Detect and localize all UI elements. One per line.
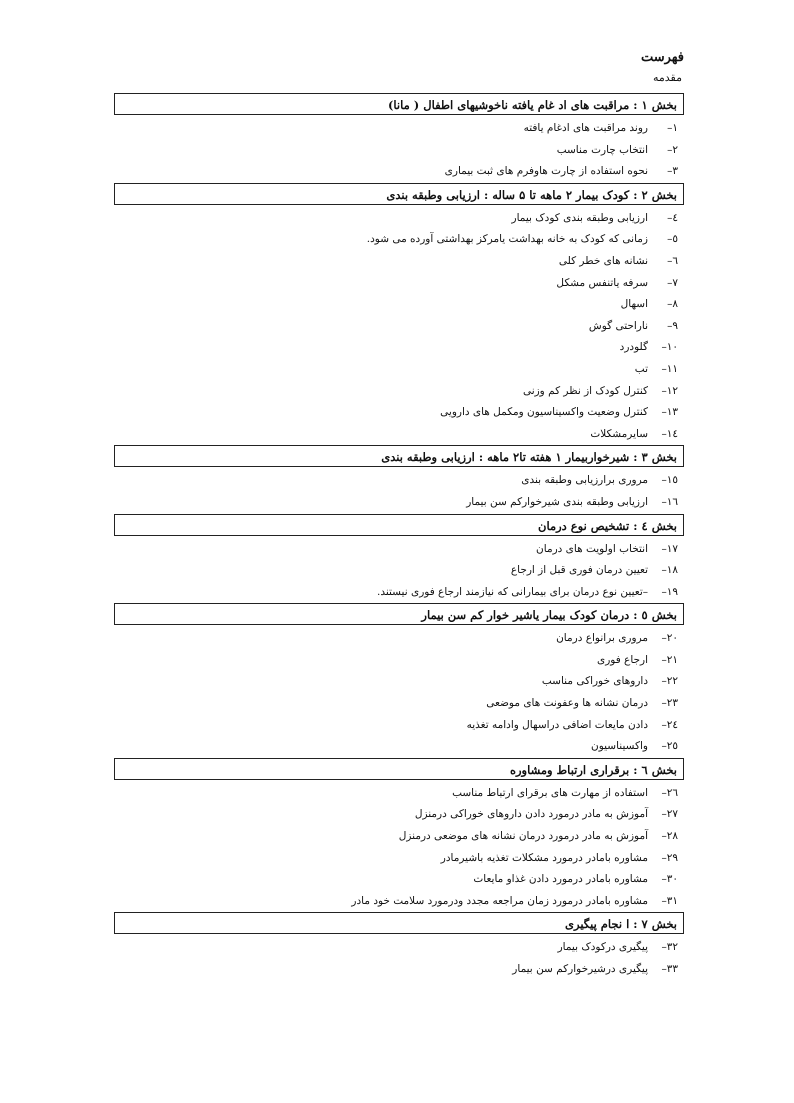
section-heading: بخش ۷ : ا نجام پیگیری bbox=[114, 912, 684, 934]
toc-item-number: ۲۷– bbox=[661, 808, 678, 821]
toc-item-text: ارزیابی وطبقه بندی کودک بیمار bbox=[511, 211, 648, 224]
toc-item-text: زمانی که کودک به خانه بهداشت یامرکز بهداشتی آورده می شود. bbox=[366, 233, 648, 246]
toc-item-text: واکسیناسیون bbox=[591, 740, 648, 753]
toc-item bbox=[114, 804, 684, 826]
toc-item-text: داروهای خوراکی مناسب bbox=[541, 675, 648, 688]
toc-item-number: ۱۸– bbox=[661, 564, 678, 577]
toc-item-number: ٤– bbox=[667, 211, 678, 224]
toc-item-number: ۲٤– bbox=[661, 718, 678, 731]
toc-item-text: آموزش به مادر درمورد درمان نشانه های موضعی درمنزل bbox=[398, 830, 648, 843]
toc-item-text: پیگیری درکودک بیمار bbox=[557, 941, 648, 954]
toc-item-text: –تعیین نوع درمان برای بیمارانی که نیازمند ارجاع فوری نیستند. bbox=[377, 585, 648, 598]
toc-item bbox=[114, 402, 684, 424]
toc-item-number: ۲۸– bbox=[661, 830, 678, 843]
toc-item-text: انتخاب چارت مناسب bbox=[556, 143, 648, 156]
toc-item-text: پیگیری درشیرخوارکم سن بیمار bbox=[512, 963, 648, 975]
toc-item-text: ناراحتی گوش bbox=[588, 319, 648, 332]
toc-item-text: نحوه استفاده از چارت هاوفرم های ثبت بیماری bbox=[444, 165, 648, 178]
toc-item-number: ۲۳– bbox=[661, 697, 678, 710]
toc-item bbox=[114, 937, 684, 959]
section-heading: بخش ۱ : مراقبت های اد غام یافته ناخوشیهای اطفال ( مانا) bbox=[114, 93, 684, 115]
toc-item bbox=[114, 650, 684, 672]
toc-item bbox=[114, 316, 684, 338]
toc-item bbox=[114, 294, 684, 316]
section-heading: بخش ٥ : درمان کودک بیمار یاشیر خوار کم سن بیمار bbox=[114, 603, 684, 625]
toc-item-number: ۲۹– bbox=[661, 851, 678, 864]
toc-item-text: سرفه یاتنفس مشکل bbox=[556, 276, 648, 289]
toc-item-text: مشاوره بامادر درمورد دادن غذاو مایعات bbox=[473, 873, 648, 886]
toc-item bbox=[114, 161, 684, 183]
toc-item-number: ۲۰– bbox=[661, 632, 678, 645]
toc-item-number: ۹– bbox=[667, 319, 678, 332]
toc-item-number: ۳۳– bbox=[661, 963, 678, 975]
toc-item-number: ۱۷– bbox=[661, 542, 678, 555]
toc-item bbox=[114, 891, 684, 913]
toc-item-text: روند مراقبت های ادغام یافته bbox=[523, 122, 648, 134]
toc-item bbox=[114, 251, 684, 273]
toc-item bbox=[114, 140, 684, 162]
toc-item bbox=[114, 736, 684, 758]
toc-item bbox=[114, 381, 684, 403]
toc-item-text: اسهال bbox=[620, 298, 648, 311]
toc-item bbox=[114, 693, 684, 715]
toc-item bbox=[114, 424, 684, 446]
toc-item-number: ۳۱– bbox=[661, 894, 678, 907]
toc-item-number: ٦– bbox=[667, 254, 678, 267]
toc-item bbox=[114, 118, 684, 140]
toc-item bbox=[114, 848, 684, 870]
toc-item-text: مشاوره بامادر درمورد زمان مراجعه مجدد ودرمورد سلامت خود مادر bbox=[351, 894, 648, 907]
toc-item-number: ۲۲– bbox=[661, 675, 678, 688]
toc-item bbox=[114, 582, 684, 604]
toc-item-text: سایرمشکلات bbox=[590, 427, 648, 440]
toc-item-number: ۲٦– bbox=[661, 786, 678, 799]
toc-item-text: مروری برارزیابی وطبقه بندی bbox=[521, 474, 648, 487]
toc-item-number: ۱۳– bbox=[661, 406, 678, 419]
toc-item-text: مشاوره بامادر درمورد مشکلات تغذیه باشیرمادر bbox=[440, 851, 648, 864]
toc-item bbox=[114, 959, 684, 981]
toc-item-number: ۷– bbox=[667, 276, 678, 289]
toc-item-number: ۲– bbox=[667, 143, 678, 156]
toc-item bbox=[114, 539, 684, 561]
toc-item bbox=[114, 715, 684, 737]
toc-item bbox=[114, 359, 684, 381]
toc-item bbox=[114, 826, 684, 848]
toc-item-number: ۱۲– bbox=[661, 384, 678, 397]
toc-item-text: آموزش به مادر درمورد دادن داروهای خوراکی درمنزل bbox=[414, 808, 648, 821]
toc-item-text: انتخاب اولویت های درمان bbox=[536, 542, 648, 555]
toc-item-text: مروری برانواع درمان bbox=[556, 632, 648, 645]
toc-item-number: ۱٤– bbox=[661, 427, 678, 440]
toc-item-number: ۲٥– bbox=[661, 740, 678, 753]
toc-item-text: کنترل کودک از نظر کم وزنی bbox=[522, 384, 648, 397]
section-heading: بخش ٦ : برقراری ارتباط ومشاوره bbox=[114, 758, 684, 780]
toc-item bbox=[114, 671, 684, 693]
toc-item-text: درمان نشانه ها وعفونت های موضعی bbox=[486, 697, 648, 710]
toc-item-number: ۱– bbox=[667, 122, 678, 134]
page-title: فهرست bbox=[640, 50, 684, 65]
toc-item bbox=[114, 208, 684, 230]
toc-item-number: ٥– bbox=[667, 233, 678, 246]
toc-item-text: تعیین درمان فوری قبل از ارجاع bbox=[510, 564, 648, 577]
toc-item-number: ۱٥– bbox=[661, 474, 678, 487]
toc-item-text: گلودرد bbox=[619, 341, 648, 354]
toc-item-number: ۲۱– bbox=[661, 653, 678, 666]
section-heading: بخش ۳ : شیرخواربیمار ۱ هفته تا۲ ماهه : ارزیابی وطبقه بندی bbox=[114, 445, 684, 467]
toc-item-text: نشانه های خطر کلی bbox=[558, 254, 648, 267]
section-heading: بخش ۲ : کودک بیمار ۲ ماهه تا ۵ ساله : ارزیابی وطبقه بندی bbox=[114, 183, 684, 205]
section-heading: بخش ٤ : تشخیص نوع درمان bbox=[114, 514, 684, 536]
toc-item-text: کنترل وضعیت واکسیناسیون ومکمل های دارویی bbox=[440, 406, 648, 419]
toc-item-text: ارجاع فوری bbox=[596, 653, 648, 666]
toc-item bbox=[114, 273, 684, 295]
toc-item-text: دادن مایعات اضافی دراسهال وادامه تغذیه bbox=[466, 718, 648, 731]
toc-item-text: ارزیابی وطبقه بندی شیرخوارکم سن بیمار bbox=[466, 495, 648, 508]
table-of-contents bbox=[114, 93, 684, 981]
toc-item bbox=[114, 628, 684, 650]
toc-item bbox=[114, 492, 684, 514]
toc-item bbox=[114, 783, 684, 805]
toc-item-number: ۱۱– bbox=[661, 362, 678, 375]
toc-item-number: ۳۰– bbox=[661, 873, 678, 886]
toc-item-number: ۱۰– bbox=[661, 341, 678, 354]
toc-item bbox=[114, 560, 684, 582]
toc-item bbox=[114, 470, 684, 492]
toc-item-number: ۱٦– bbox=[661, 495, 678, 508]
toc-item-text: استفاده از مهارت های برقرای ارتباط مناسب bbox=[452, 786, 648, 799]
intro-entry: مقدمه bbox=[652, 71, 682, 84]
toc-item bbox=[114, 869, 684, 891]
toc-item bbox=[114, 337, 684, 359]
toc-item-number: ۳– bbox=[667, 165, 678, 178]
toc-item bbox=[114, 229, 684, 251]
toc-item-number: ۱۹– bbox=[661, 585, 678, 598]
toc-item-number: ۳۲– bbox=[661, 941, 678, 954]
toc-item-number: ۸– bbox=[667, 298, 678, 311]
toc-item-text: تب bbox=[634, 362, 648, 375]
